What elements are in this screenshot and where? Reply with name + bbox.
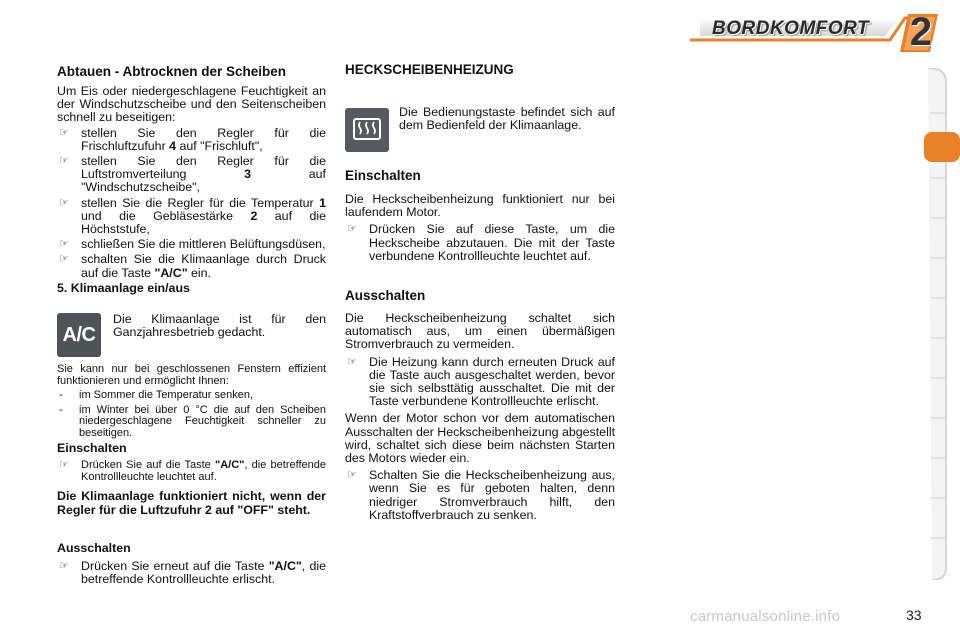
- ac-usage-intro: Sie kann nur bei geschlossenen Fenstern effizient funktionieren und ermöglicht Ihnen:: [57, 363, 326, 387]
- rear-heater-location: Die Bedienungstaste befindet sich auf dem Bedienfeld der Klimaanlage.: [399, 105, 615, 133]
- rear-saving-tip: ☞ Schalten Sie die Heckscheibenheizung aus, wenn Sie es für geboten halten, denn niedriger Stromverbrauch hilft, den Kraftstoffverbrauch zu senken.: [347, 468, 615, 522]
- pointing-hand-icon: ☞: [59, 459, 69, 472]
- rear-off-section: [345, 312, 615, 522]
- rear-restart-text: Wenn der Motor schon vor dem automatischen Ausschalten der Heckscheibenheizung abgestellt wird, schaltet sich diese beim nächsten Starten des Motors wieder ein.: [345, 411, 616, 466]
- defrost-step-4: ☞ schließen Sie die mittleren Belüftungsdüsen,: [59, 237, 326, 252]
- defrost-step-5: ☞ schalten Sie die Klimaanlage durch Druck auf die Taste "A/C" ein.: [59, 252, 326, 280]
- pointing-hand-icon: ☞: [347, 355, 357, 368]
- defrost-step-1: ☞ stellen Sie den Regler für die Frischluftzufuhr 4 auf "Frischluft",: [59, 125, 326, 153]
- rear-on-section: [345, 193, 615, 263]
- ac-usage-summer: - im Sommer die Temperatur senken,: [59, 389, 254, 402]
- rear-off-text: Die Heckscheibenheizung schaltet sich automatisch aus, um einen übermäßigen Stromverbrauch zu vermeiden.: [345, 311, 615, 352]
- ac-off-heading: Ausschalten: [57, 541, 131, 555]
- pointing-hand-icon: ☞: [347, 223, 357, 236]
- defrost-heading: Abtauen - Abtrocknen der Scheiben: [57, 64, 287, 79]
- ac-on-heading: Einschalten: [57, 441, 127, 455]
- pointing-hand-icon: ☞: [59, 155, 69, 168]
- pointing-hand-icon: ☞: [59, 196, 69, 209]
- pointing-hand-icon: ☞: [59, 253, 69, 266]
- watermark: carmanualsonline.info: [690, 608, 841, 625]
- rear-off-heading: Ausschalten: [345, 288, 426, 303]
- ac-on-step: ☞ Drücken Sie auf die Taste "A/C", die betreffende Kontrollleuchte leuchtet auf.: [59, 459, 326, 483]
- ac-off-section: [57, 542, 326, 587]
- defrost-intro: Um Eis oder niedergeschlagene Feuchtigkeit an der Windschutzscheibe und den Seitenscheiben schnell zu beseitigen:: [57, 84, 326, 125]
- ac-description: Die Klimaanlage ist für den Ganzjahresbetrieb gedacht.: [113, 312, 326, 340]
- page-number: 33: [906, 607, 922, 623]
- rear-on-step: ☞ Drücken Sie auf diese Taste, um die Heckscheibe abzutauen. Die mit der Taste verbundene Kontrollleuchte leuchtet auf.: [347, 222, 615, 263]
- defrost-step-3: ☞ stellen Sie die Regler für die Temperatur 1 und die Gebläsestärke 2 auf die Höchststufe,: [59, 195, 326, 237]
- pointing-hand-icon: ☞: [59, 126, 69, 139]
- ac-on-section: [57, 442, 326, 517]
- ac-button-icon: A/C: [57, 313, 101, 357]
- ac-off-warning: Die Klimaanlage funktioniert nicht, wenn der Regler für die Luftzufuhr 2 auf "OFF" steht.: [57, 489, 326, 517]
- section-5-heading: 5. Klimaanlage ein/aus: [57, 280, 190, 295]
- pointing-hand-icon: ☞: [347, 469, 357, 482]
- rear-on-text: Die Heckscheibenheizung funktioniert nur bei laufendem Motor.: [345, 192, 615, 220]
- chapter-title: BORDKOMFORT: [712, 18, 870, 39]
- ac-off-step: ☞ Drücken Sie erneut auf die Taste "A/C", die betreffende Kontrollleuchte erlischt.: [59, 559, 326, 587]
- ac-usage-winter: - im Winter bei über 0 °C die auf den Scheiben niedergeschlagene Feuchtigkeit schneller zu beseitigen.: [59, 403, 326, 439]
- chapter-tab-active[interactable]: [922, 132, 960, 162]
- pointing-hand-icon: ☞: [59, 560, 69, 573]
- rear-defrost-heading: HECKSCHEIBENHEIZUNG: [345, 62, 514, 77]
- rear-window-heater-icon: [345, 108, 389, 152]
- rear-off-step: ☞ Die Heizung kann durch erneuten Druck auf die Taste auch ausgeschaltet werden, bevor sie sich selbsttätig ausschaltet. Die mit der Taste verbundene Kontrollleuchte erlischt.: [347, 354, 615, 409]
- ac-usage-section: [57, 364, 326, 440]
- rear-on-heading: Einschalten: [345, 168, 421, 183]
- pointing-hand-icon: ☞: [59, 238, 69, 251]
- chapter-number: 2: [909, 10, 933, 54]
- defrost-section: [57, 85, 326, 295]
- defrost-step-2: ☞ stellen Sie den Regler für die Luftstromverteilung 3 auf "Windschutzscheibe",: [59, 154, 327, 195]
